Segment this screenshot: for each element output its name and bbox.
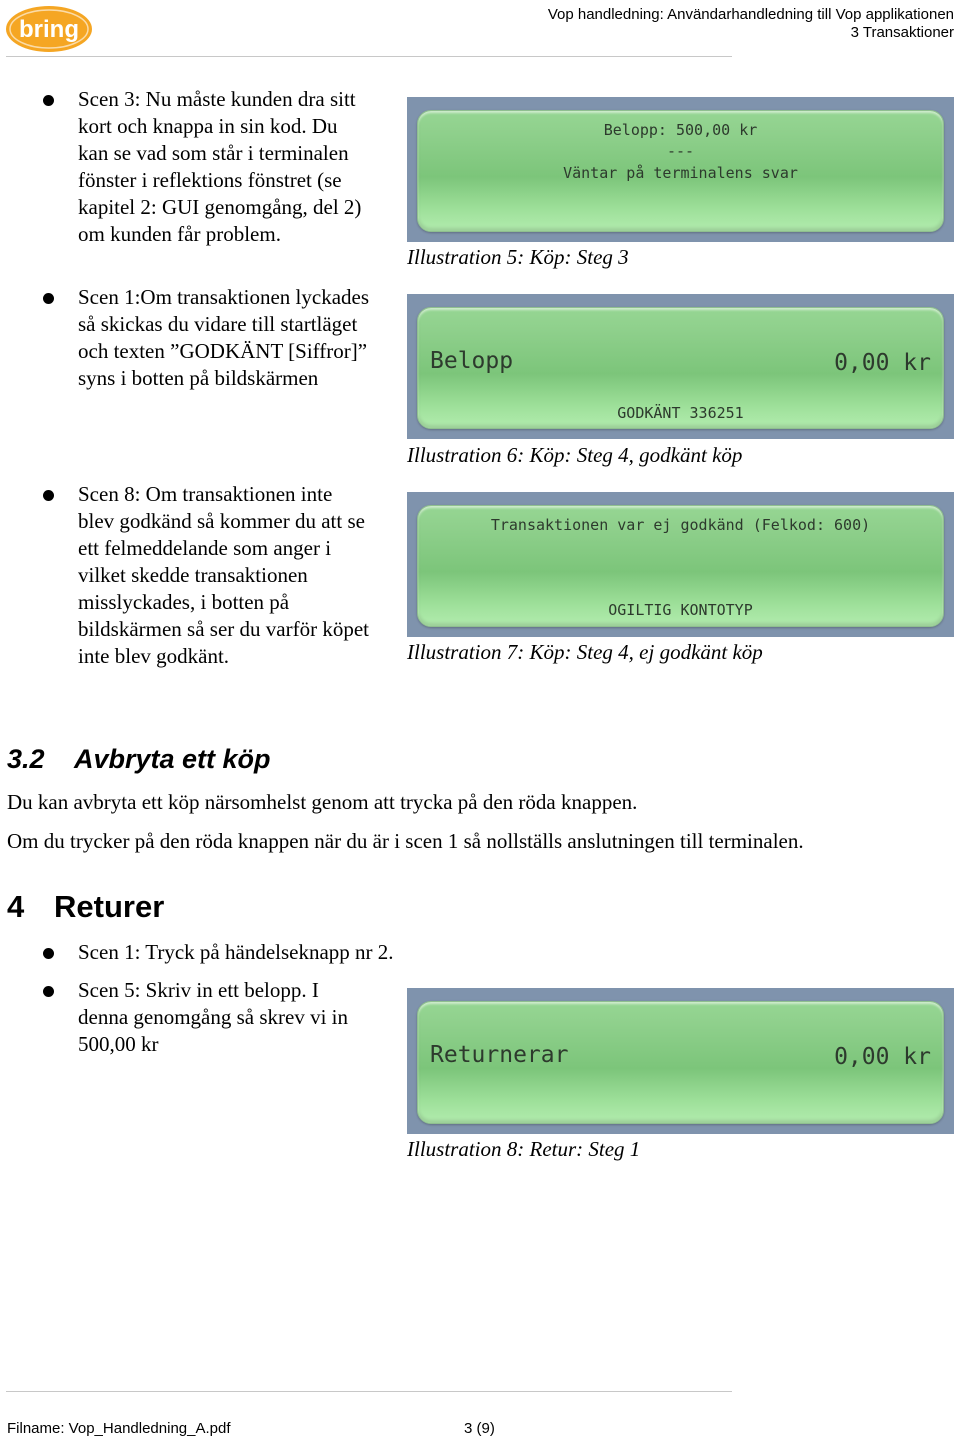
bullet-dot: [43, 490, 54, 501]
paragraph: Du kan avbryta ett köp närsomhelst genom att trycka på den röda knappen.: [7, 790, 638, 814]
waiting-line: Väntar på terminalens svar: [563, 164, 798, 182]
amount-value: 0,00 kr: [834, 350, 931, 376]
caption-ill6: Illustration 6: Köp: Steg 4, godkänt köp: [407, 443, 743, 467]
footer-rule: [6, 1391, 732, 1392]
running-header: [548, 6, 954, 42]
terminal-display: [417, 110, 944, 232]
bullet-dot: [43, 948, 54, 959]
caption-ill8: Illustration 8: Retur: Steg 1: [407, 1137, 641, 1161]
terminal-screen-ill5: [407, 97, 954, 242]
chapter-heading-4: [7, 889, 164, 925]
caption-ill7: Illustration 7: Köp: Steg 4, ej godkänt köp: [407, 640, 763, 664]
footer-filename: Filname: Vop_Handledning_A.pdf: [7, 1420, 231, 1437]
section-heading-3-2: [7, 744, 271, 775]
amount-value: 0,00 kr: [834, 1044, 931, 1070]
paragraph: Om du trycker på den röda knappen när du är i scen 1 så nollställs anslutningen till terminalen.: [7, 829, 804, 853]
terminal-display: [417, 307, 944, 429]
chapter-title: Returer: [54, 889, 165, 924]
bullet-dot: [43, 293, 54, 304]
approval-status: GODKÄNT 336251: [617, 404, 744, 422]
separator-line: ---: [666, 142, 695, 160]
bullet-scen1: Scen 1:Om transaktionen lyckades så skickas du vidare till startläget och texten ”GODKÄNT [Siffror]” syns i botten på bildskärmen: [78, 285, 370, 390]
terminal-screen-ill7: [407, 492, 954, 637]
chapter-number: 4: [7, 889, 25, 924]
terminal-display: [417, 505, 944, 627]
terminal-display: [417, 1001, 944, 1124]
section-title: Avbryta ett köp: [74, 744, 271, 774]
bullet-scen8: Scen 8: Om transaktionen inte blev godkänd så kommer du att se ett felmeddelande som anger i vilket skedde transaktionen misslyckades, i botten på bildskärmen så ser du varför köpet inte blev godkänt.: [78, 482, 369, 668]
terminal-screen-ill6: [407, 294, 954, 439]
bullet-return-scen5: Scen 5: Skriv in ett belopp. I denna genomgång så skrev vi in 500,00 kr: [78, 978, 349, 1056]
bullet-dot: [43, 986, 54, 997]
bullet-return-scen1: Scen 1: Tryck på händelseknapp nr 2.: [78, 940, 394, 964]
error-message: Transaktionen var ej godkänd (Felkod: 600): [490, 516, 871, 534]
error-status: OGILTIG KONTOTYP: [608, 601, 753, 619]
section-number: 3.2: [7, 744, 45, 774]
return-label: Returnerar: [430, 1042, 569, 1068]
section-label: 3 Transaktioner: [850, 24, 954, 41]
bullet-scen3: Scen 3: Nu måste kunden dra sitt kort och knappa in sin kod. Du kan se vad som står i terminalen fönster i reflektions fönstret (se kapitel 2: GUI genomgång, del 2) om kunden får problem.: [78, 87, 362, 246]
terminal-screen-ill8: [407, 988, 954, 1134]
caption-ill5: Illustration 5: Köp: Steg 3: [407, 245, 629, 269]
header-rule: [6, 56, 732, 57]
amount-label: Belopp: [430, 348, 514, 374]
bring-logo: [4, 2, 94, 54]
logo-text: bring: [19, 16, 79, 43]
amount-line: Belopp: 500,00 kr: [603, 121, 758, 139]
doc-title: Vop handledning: Användarhandledning till Vop applikationen: [547, 6, 954, 23]
footer-page-number: 3 (9): [464, 1420, 495, 1437]
bullet-dot: [43, 95, 54, 106]
